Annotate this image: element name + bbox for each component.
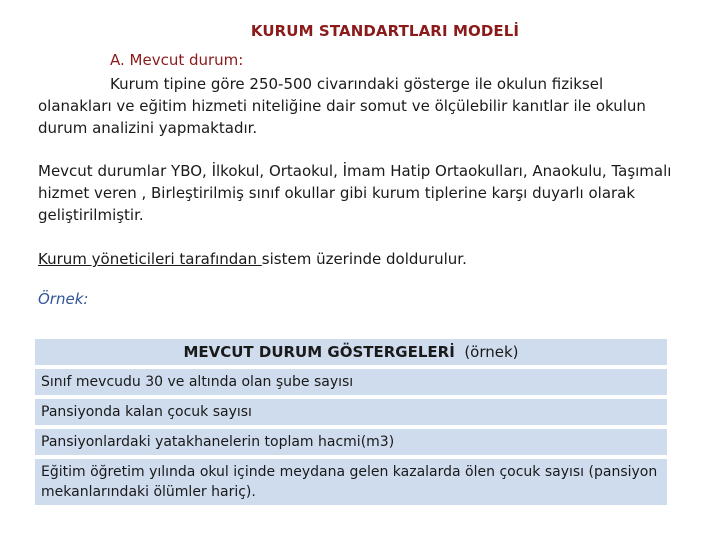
section-heading: A. Mevcut durum: [110,51,244,69]
table-row: Pansiyonlardaki yatakhanelerin toplam hacmi(m3) [35,429,667,455]
indicators-table [35,339,667,509]
filling-note-rest: sistem üzerinde doldurulur. [261,250,467,268]
institution-types-paragraph: Mevcut durumlar YBO, İlkokul, Ortaokul, İmam Hatip Ortaokulları, Anaokulu, Taşımalı hizmet veren , Birleştirilmiş sınıf okullar gibi kurum tiplerine karşı duyarlı olarak geliştirilmiştir. [38,162,672,224]
table-header [35,339,667,365]
page-title: KURUM STANDARTLARI MODELİ [250,22,520,40]
table-header-title: MEVCUT DURUM GÖSTERGELERİ [183,343,455,361]
intro-paragraph: Kurum tipine göre 250-500 civarındaki gösterge ile okulun fiziksel olanakları ve eğitim hizmeti niteliğine dair somut ve ölçülebilir kanıtlar ile okulun durum analizini yapmaktadır. [38,75,646,137]
filling-note-paragraph [38,248,467,270]
example-label: Örnek: [38,290,89,308]
table-header-suffix: (örnek) [454,343,519,361]
table-row: Pansiyonda kalan çocuk sayısı [35,399,667,425]
filling-note-underlined: Kurum yöneticileri tarafından [38,250,262,268]
table-row: Eğitim öğretim yılında okul içinde meydana gelen kazalarda ölen çocuk sayısı (pansiyon mekanlarındaki ölümler hariç). [35,459,667,505]
table-row: Sınıf mevcudu 30 ve altında olan şube sayısı [35,369,667,395]
